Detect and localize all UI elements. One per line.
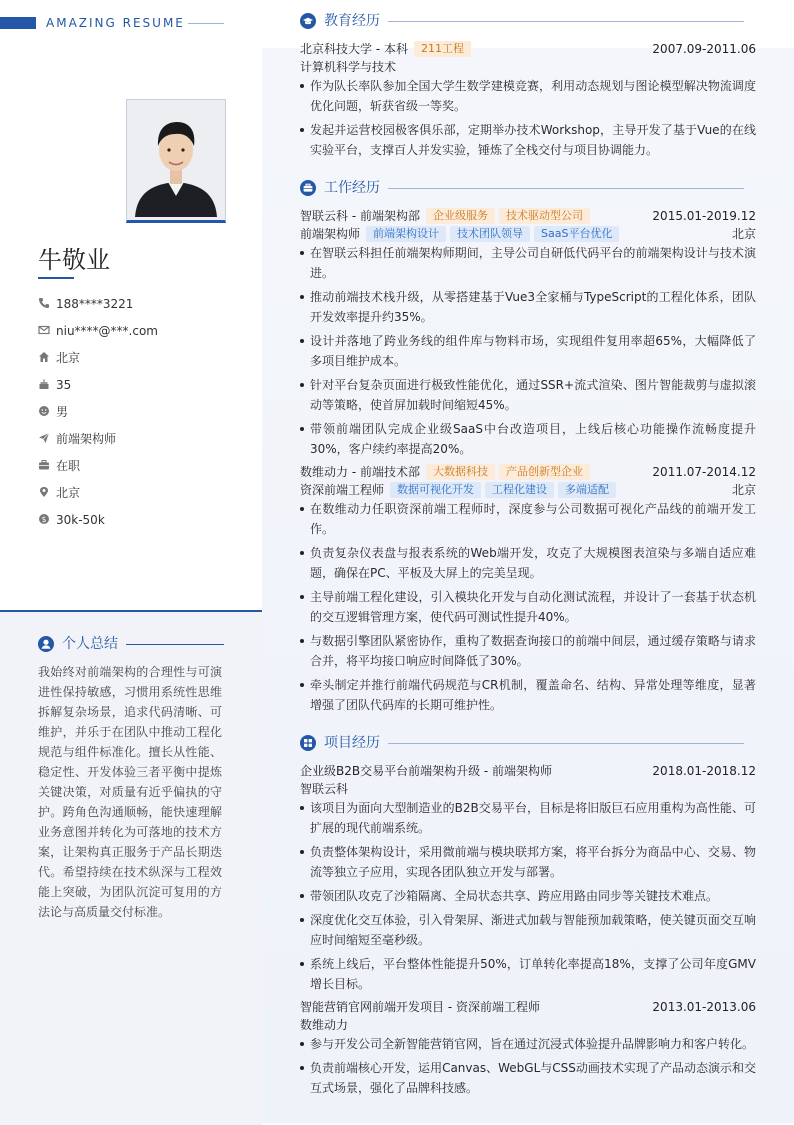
phone-icon: [38, 297, 50, 309]
list-item: 在智联云科担任前端架构师期间，主导公司自研低代码平台的前端架构设计与技术演进。: [300, 243, 756, 283]
summary-heading: [38, 634, 224, 654]
contact-gender: [38, 403, 248, 421]
contact-phone: [38, 295, 248, 313]
contact-value: 35: [56, 378, 72, 392]
project-bullets: [300, 798, 756, 998]
briefcase-icon: [300, 180, 316, 196]
project-name: 企业级B2B交易平台前端架构升级 - 前端架构师: [300, 764, 553, 778]
briefcase-icon: [38, 459, 50, 471]
list-item: 牵头制定并推行前端代码规范与CR机制，覆盖命名、结构、异常处理等维度，显著增强了团队代码库的长期可维护性。: [300, 675, 756, 715]
company-tag: 技术驱动型公司: [499, 208, 590, 224]
list-item: 设计并落地了跨业务线的组件库与物料市场，实现组件复用率超65%，大幅降低了多项目维护成本。: [300, 331, 756, 371]
role-tag: SaaS平台优化: [534, 226, 619, 242]
contact-email: [38, 322, 248, 340]
list-item: 与数据引擎团队紧密协作，重构了数据查询接口的前端中间层，通过缓存策略与请求合并，将平均接口响应时间降低了30%。: [300, 631, 756, 671]
education-date: 2007.09-2011.06: [652, 42, 756, 56]
contact-value: 30k-50k: [56, 513, 105, 527]
list-item: 带领前端团队完成企业级SaaS中台改造项目，上线后核心功能操作流畅度提升30%，客户续约率提高20%。: [300, 419, 756, 459]
job-company-row: [300, 207, 756, 225]
job-company: 智联云科 - 前端架构部: [300, 209, 420, 223]
education-row: [300, 40, 756, 58]
projects-heading: [300, 733, 756, 753]
school-name: 北京科技大学 - 本科: [300, 42, 408, 56]
graduation-cap-icon: [300, 13, 316, 29]
location-icon: [38, 486, 50, 498]
brand-bar: [0, 17, 36, 29]
svg-text:$: $: [41, 514, 47, 524]
summary-text: 我始终对前端架构的合理性与可演进性保持敏感，习惯用系统性思维拆解复杂场景，追求代码清晰、可维护，并乐于在团队中推动工程化规范与组件标准化。擅长从性能、稳定性、开发体验三者平衡中提炼关键决策，对质量有近乎偏执的守护。跨角色沟通顺畅，能快速理解业务意图并转化为可落地的技术方案，让架构真正服务于产品长期迭代。希望持续在技术纵深与工程效能上突破，为团队沉淀可复用的方法论与高质量交付标准。: [38, 665, 222, 919]
list-item: 深度优化交互体验，引入骨架屏、渐进式加载与智能预加载策略，使关键页面交互响应时间缩短至毫秒级。: [300, 910, 756, 950]
project-org: 数维动力: [300, 1018, 349, 1032]
list-item: 该项目为面向大型制造业的B2B交易平台，目标是将旧版巨石应用重构为高性能、可扩展的现代前端系统。: [300, 798, 756, 838]
contact-value: 北京: [56, 486, 81, 500]
list-item: 作为队长率队参加全国大学生数学建模竞赛，利用动态规划与图论模型解决物流调度优化问题，斩获省级一等奖。: [300, 76, 756, 116]
brand-line: [188, 23, 224, 24]
cake-icon: [38, 378, 50, 390]
education-divider: [388, 21, 744, 22]
projects-title: 项目经历: [324, 735, 380, 751]
user-icon: [38, 636, 54, 652]
job-role-row: [300, 481, 756, 499]
contact-value: 在职: [56, 459, 81, 473]
role-tag: 数据可视化开发: [390, 482, 481, 498]
project-org-row: [300, 1016, 756, 1034]
job-company: 数维动力 - 前端技术部: [300, 465, 420, 479]
job-role: 前端架构师: [300, 227, 361, 241]
projects-divider: [388, 743, 744, 744]
name-underline: [38, 277, 74, 279]
education-bullets: [300, 76, 756, 164]
contact-age: [38, 376, 248, 394]
list-item: 发起并运营校园极客俱乐部，定期举办技术Workshop，主导开发了基于Vue的在线实验平台，支撑百人并发实验，锤炼了全栈交付与项目协调能力。: [300, 120, 756, 160]
list-item: 负责整体架构设计，采用微前端与模块联邦方案，将平台拆分为商品中心、交易、物流等独立子应用，实现各团队独立开发与部署。: [300, 842, 756, 882]
role-tag: 前端架构设计: [366, 226, 446, 242]
contact-salary: [38, 511, 248, 529]
job-company-row: [300, 463, 756, 481]
education-title: 教育经历: [324, 13, 380, 29]
contact-value: niu****@***.com: [56, 324, 158, 338]
school-tag: 211工程: [414, 41, 471, 57]
job-role: 资深前端工程师: [300, 483, 385, 497]
work-heading: [300, 178, 756, 198]
job-date: 2011.07-2014.12: [652, 465, 756, 479]
education-heading: [300, 11, 756, 31]
education-major: 计算机科学与技术: [300, 60, 397, 74]
job-city: 北京: [731, 227, 756, 241]
list-item: 系统上线后，平台整体性能提升50%，订单转化率提高18%，支撑了公司年度GMV增长目标。: [300, 954, 756, 994]
contact-status: [38, 457, 248, 475]
contact-home: [38, 349, 248, 367]
education-major-row: [300, 58, 756, 76]
list-item: 负责前端核心开发，运用Canvas、WebGL与CSS动画技术实现了产品动态演示和交互式场景，强化了品牌科技感。: [300, 1058, 756, 1098]
job-date: 2015.01-2019.12: [652, 209, 756, 223]
home-icon: [38, 351, 50, 363]
work-divider: [388, 188, 744, 189]
role-tag: 工程化建设: [485, 482, 554, 498]
job-city: 北京: [731, 483, 756, 497]
list-item: 负责复杂仪表盘与报表系统的Web端开发，攻克了大规模图表渲染与多端自适应难题，确保在PC、平板及大屏上的完美呈现。: [300, 543, 756, 583]
send-icon: [38, 432, 50, 444]
company-tag: 大数据科技: [426, 464, 495, 480]
role-tag: 技术团队领导: [450, 226, 530, 242]
job-bullets: [300, 499, 756, 719]
list-item: 带领团队攻克了沙箱隔离、全局状态共享、跨应用路由同步等关键技术难点。: [300, 886, 756, 906]
contact-value: 北京: [56, 351, 81, 365]
profile-name: 牛敬业: [38, 246, 110, 274]
grid-icon: [300, 735, 316, 751]
contact-value: 前端架构师: [56, 432, 117, 446]
contact-position: [38, 430, 248, 448]
list-item: 在数维动力任职资深前端工程师时，深度参与公司数据可视化产品线的前端开发工作。: [300, 499, 756, 539]
project-name: 智能营销官网前端开发项目 - 资深前端工程师: [300, 1000, 540, 1014]
company-tag: 产品创新型企业: [499, 464, 590, 480]
project-bullets: [300, 1034, 756, 1102]
avatar: [126, 99, 226, 223]
project-date: 2013.01-2013.06: [652, 1000, 756, 1014]
contact-value: 188****3221: [56, 297, 134, 311]
role-tag: 多端适配: [558, 482, 616, 498]
summary-title: 个人总结: [62, 636, 118, 652]
project-date: 2018.01-2018.12: [652, 764, 756, 778]
job-role-row: [300, 225, 756, 243]
company-tag: 企业级服务: [426, 208, 495, 224]
brand-title: AMAZING RESUME: [46, 16, 185, 30]
job-bullets: [300, 243, 756, 463]
contact-value: 男: [56, 405, 69, 419]
gender-icon: [38, 405, 50, 417]
email-icon: [38, 324, 50, 336]
work-title: 工作经历: [324, 180, 380, 196]
list-item: 参与开发公司全新智能营销官网，旨在通过沉浸式体验提升品牌影响力和客户转化。: [300, 1034, 756, 1054]
salary-icon: [38, 513, 50, 525]
list-item: 推动前端技术栈升级，从零搭建基于Vue3全家桶与TypeScript的工程化体系，团队开发效率提升约35%。: [300, 287, 756, 327]
project-org-row: [300, 780, 756, 798]
summary-divider: [126, 644, 224, 645]
project-row: [300, 998, 756, 1016]
contact-location: [38, 484, 248, 502]
brand-header: [0, 17, 230, 31]
list-item: 主导前端工程化建设，引入模块化开发与自动化测试流程，并设计了一套基于状态机的交互逻辑管理方案，使代码可测试性提升40%。: [300, 587, 756, 627]
list-item: 针对平台复杂页面进行极致性能优化，通过SSR+流式渲染、图片智能裁剪与虚拟滚动等策略，使首屏加载时间缩短45%。: [300, 375, 756, 415]
project-row: [300, 762, 756, 780]
project-org: 智联云科: [300, 782, 349, 796]
